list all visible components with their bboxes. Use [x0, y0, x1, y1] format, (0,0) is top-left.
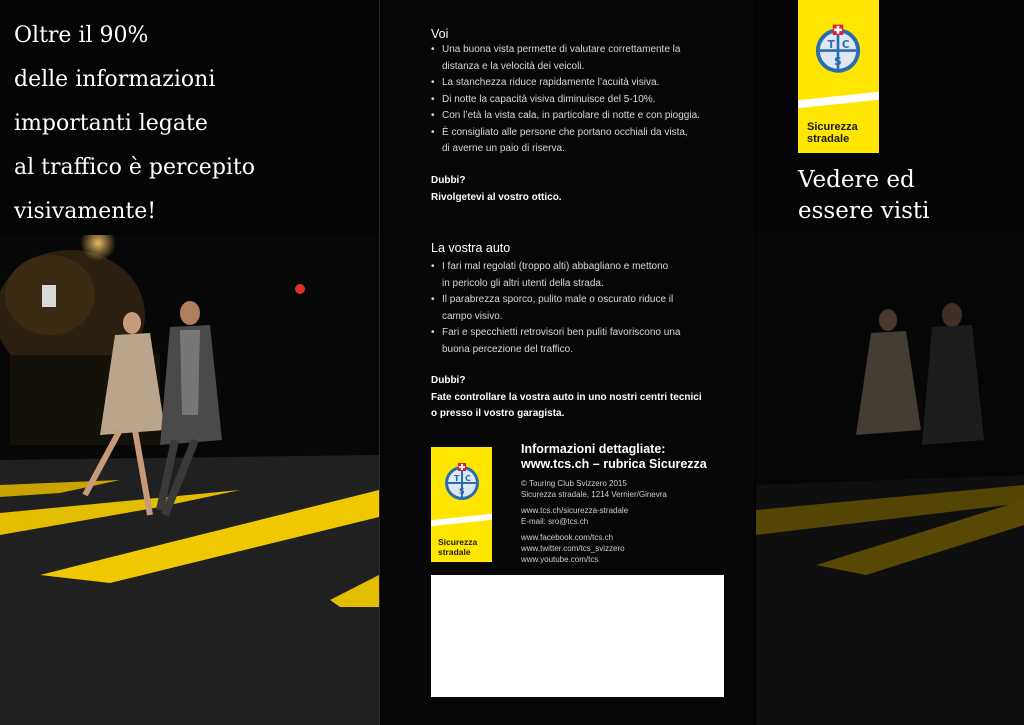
section-title-auto: La vostra auto: [431, 241, 511, 255]
list-item: • Fari e specchietti retrovisori ben puliti favoriscono una buona percezione del traffico.: [431, 325, 731, 358]
left-panel: [0, 0, 379, 725]
badge-label: Sicurezza stradale: [807, 121, 858, 145]
dubbi-label: Dubbi?: [431, 175, 466, 186]
headline-line: delle informazioni: [14, 67, 216, 92]
tcs-letter: S: [834, 55, 842, 68]
tcs-logo-badge: [798, 0, 879, 153]
list-item: • Il parabrezza sporco, pulito male o oscurato riduce il campo visivo.: [431, 292, 731, 325]
dubbi-text: o presso il vostro garagista.: [431, 408, 565, 419]
tcs-emblem-icon: [442, 461, 482, 501]
dubbi-text: Fate controllare la vostra auto in uno nostri centri tecnici: [431, 391, 702, 403]
headline-line: Oltre il 90%: [14, 23, 149, 48]
tcs-letter: T: [827, 39, 835, 51]
web-link[interactable]: www.tcs.ch/sicurezza-stradale: [521, 506, 629, 515]
badge-label: Sicurezza stradale: [438, 537, 478, 557]
auto-bullet-list: [431, 259, 731, 358]
headline-line: al traffico è percepito: [14, 155, 256, 180]
auto-dubbi: [431, 373, 702, 423]
headline: [14, 14, 255, 234]
list-item: • I fari mal regolati (troppo alti) abbagliano e mettono in pericolo gli altri utenti della strada.: [431, 259, 731, 292]
cover-title: Vedere ed essere visti: [798, 167, 930, 224]
social-links: [521, 532, 625, 565]
tcs-letter: C: [465, 474, 471, 483]
middle-panel: [380, 0, 755, 725]
headline-line: visivamente!: [14, 199, 157, 224]
tcs-emblem-icon: [812, 22, 864, 74]
email-link[interactable]: E-mail: sro@tcs.ch: [521, 517, 589, 526]
tcs-letter: S: [459, 487, 465, 496]
list-item: • Di notte la capacità visiva diminuisce del 5-10%.: [431, 92, 731, 109]
list-item: • È consigliato alle persone che portano occhiali da vista, di averne un paio di riserva.: [431, 125, 731, 158]
contact-block: [521, 505, 628, 527]
copyright-block: © Touring Club Svizzero 2015 Sicurezza stradale, 1214 Vernier/Ginevra: [521, 479, 667, 499]
list-item: • Una buona vista permette di valutare correttamente la distanza e la velocità dei veicoli.: [431, 42, 731, 75]
list-item: • Con l’età la vista cala, in particolare di notte e con pioggia.: [431, 108, 731, 125]
tcs-letter: C: [841, 39, 850, 51]
voi-bullet-list: [431, 42, 731, 158]
tcs-website-link[interactable]: www.tcs.ch – rubrica Sicurezza: [521, 457, 707, 471]
list-item: • La stanchezza riduce rapidamente l’acuità visiva.: [431, 75, 731, 92]
youtube-link[interactable]: www.youtube.com/tcs: [521, 555, 599, 564]
badge-stripe: [431, 514, 492, 526]
night-crosswalk-photo: [756, 235, 1024, 725]
voi-dubbi: [431, 173, 562, 206]
dubbi-label: Dubbi?: [431, 375, 466, 386]
address-box: [431, 575, 724, 697]
right-panel: [756, 0, 1024, 725]
info-title: Informazioni dettagliate: www.tcs.ch – rubrica Sicurezza: [521, 442, 707, 471]
dubbi-text: Rivolgetevi al vostro ottico.: [431, 191, 562, 203]
tcs-logo-badge: [431, 447, 492, 562]
section-title-voi: Voi: [431, 27, 449, 41]
badge-stripe: [798, 92, 879, 109]
twitter-link[interactable]: www.twitter.com/tcs_svizzero: [521, 544, 625, 553]
night-crosswalk-photo: [0, 235, 379, 725]
tcs-letter: T: [454, 474, 460, 483]
facebook-link[interactable]: www.facebook.com/tcs.ch: [521, 533, 614, 542]
headline-line: importanti legate: [14, 111, 208, 136]
